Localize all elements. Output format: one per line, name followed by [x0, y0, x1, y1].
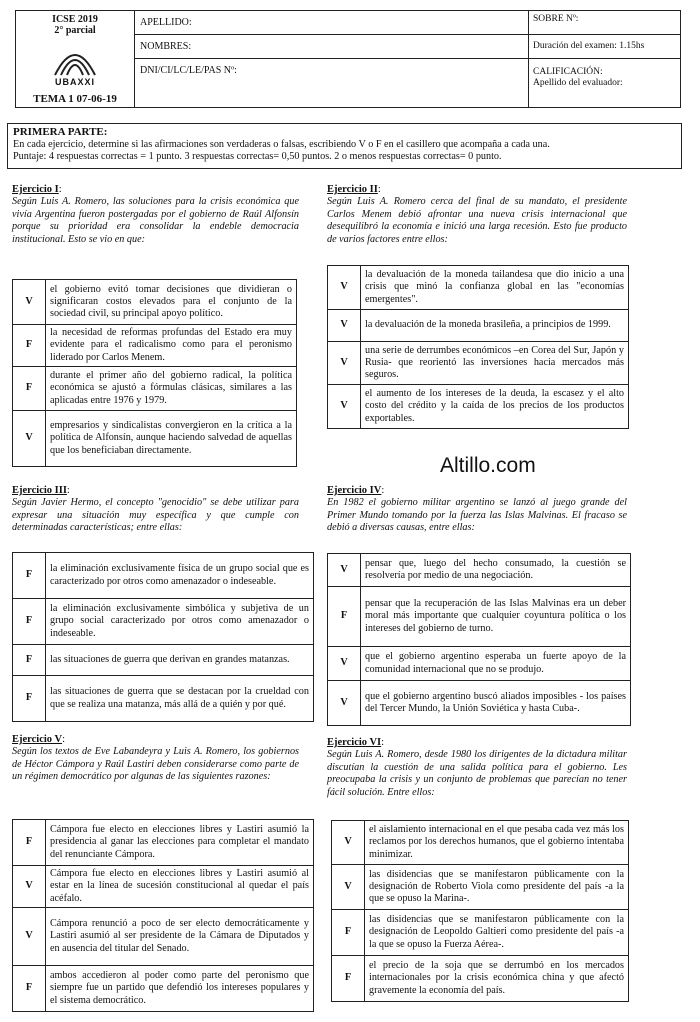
- exercise-6-table: [331, 820, 629, 1002]
- exercise-title: Ejercicio III:: [12, 485, 70, 496]
- table-row: [328, 342, 629, 385]
- logo-text: UBAXXI: [54, 77, 95, 87]
- statement-text: el aumento de los intereses de la deuda, la escasez y el alto costo del crédito y la caída de los precios de los productos exportables.: [361, 385, 629, 429]
- statement-text: la devaluación de la moneda brasileña, a principios de 1999.: [361, 310, 629, 342]
- exercise-4: [327, 485, 627, 535]
- exercise-intro: En 1982 el gobierno militar argentino se lanzó al juego grande del Primer Mundo tomando por la fuerza las Islas Malvinas. El fracaso se debió a diversas causas, entre ellas:: [327, 497, 627, 533]
- table-row: [13, 553, 314, 599]
- answer-mark[interactable]: F: [13, 325, 46, 367]
- table-row: [332, 910, 629, 956]
- course-code: ICSE 2019: [52, 14, 98, 25]
- statement-text: durante el primer año del gobierno radical, la política económica se ajustó a fórmulas clásicas, similares a las aplicadas entre 1976 y 1979.: [46, 367, 297, 411]
- answer-mark[interactable]: F: [332, 910, 365, 956]
- answer-mark[interactable]: V: [328, 385, 361, 429]
- scoring-text: Puntaje: 4 respuestas correctas = 1 punto. 3 respuestas correctas= 0,50 puntos. 2 o menos respuestas correctas= 0 punto.: [13, 151, 502, 162]
- section-title: PRIMERA PARTE:: [13, 126, 108, 138]
- answer-mark[interactable]: F: [13, 599, 46, 645]
- answer-mark[interactable]: V: [13, 866, 46, 908]
- exercise-title: Ejercicio II:: [327, 184, 381, 195]
- statement-text: las disidencias que se manifestaron públicamente con la designación de Leopoldo Galtieri como presidente del país -a la que se opuso la Fuerza Aérea-.: [365, 910, 629, 956]
- exercise-title: Ejercicio I:: [12, 184, 62, 195]
- table-row: [328, 647, 631, 681]
- answer-mark[interactable]: F: [13, 820, 46, 866]
- statement-text: Cámpora fue electo en elecciones libres y Lastiri asumió al estar en la línea de sucesión constitucional al quedar el país acéfalo.: [46, 866, 314, 908]
- table-row: [13, 908, 314, 966]
- answer-mark[interactable]: F: [13, 676, 46, 722]
- statement-text: empresarios y sindicalistas convergieron en la crítica a la política de Alfonsín, aunque haciendo salvedad de aquellas que los beneficiaban directamente.: [46, 411, 297, 467]
- answer-mark[interactable]: F: [328, 587, 361, 647]
- answer-mark[interactable]: V: [328, 554, 361, 587]
- table-row: [332, 956, 629, 1002]
- table-row: [13, 325, 297, 367]
- instructions-text: En cada ejercicio, determine si las afirmaciones son verdaderas o falsas, escribiendo V o F en el casillero que acompaña a cada una.: [13, 138, 550, 150]
- answer-mark[interactable]: V: [328, 266, 361, 310]
- statement-text: las disidencias que se manifestaron públicamente con la designación de Roberto Viola como presidente del país -a la que se opuso la Marina-.: [365, 865, 629, 910]
- statement-text: Cámpora renunció a poco de ser electo democráticamente y Lastiri asumió al ser presidente de la Cámara de Diputados y en ausencia del titular del Senado.: [46, 908, 314, 966]
- table-row: [13, 645, 314, 676]
- answer-mark[interactable]: V: [332, 865, 365, 910]
- statement-text: la eliminación exclusivamente física de un grupo social que es caracterizado por otros como amenazador o indeseable.: [46, 553, 314, 599]
- answer-mark[interactable]: V: [13, 411, 46, 467]
- exercise-5: [12, 734, 299, 784]
- table-row: [328, 554, 631, 587]
- calificacion-field[interactable]: [528, 59, 680, 107]
- table-row: [328, 266, 629, 310]
- answer-mark[interactable]: F: [13, 645, 46, 676]
- answer-mark[interactable]: F: [13, 553, 46, 599]
- statement-text: la devaluación de la moneda tailandesa que dio inicio a una crisis que minó la confianza global en las "economías emergentes".: [361, 266, 629, 310]
- table-row: [13, 411, 297, 467]
- table-row: [328, 385, 629, 429]
- exam-type: 2° parcial: [54, 25, 96, 36]
- exercise-intro: Según los textos de Eve Labandeyra y Luis A. Romero, los gobiernos de Héctor Cámpora y Raúl Lastiri deben considerarse como parte de un régimen democrático por algunas de las siguientes razones:: [12, 746, 299, 782]
- statement-text: que el gobierno argentino esperaba un fuerte apoyo de la comunidad internacional que no se produjo.: [361, 647, 631, 681]
- evaluador-label: Apellido del evaluador:: [533, 78, 623, 88]
- exercise-4-table: [327, 553, 631, 726]
- table-row: [13, 966, 314, 1012]
- answer-mark[interactable]: V: [13, 908, 46, 966]
- answer-mark[interactable]: V: [332, 821, 365, 865]
- exercise-3-table: [12, 552, 314, 722]
- table-row: [328, 587, 631, 647]
- statement-text: pensar que la recuperación de las Islas Malvinas era un deber moral más importante que cualquier coyuntura política o los intereses del gobierno de turno.: [361, 587, 631, 647]
- exam-duration: Duración del examen: 1.15hs: [528, 35, 680, 59]
- dni-field[interactable]: DNI/CI/LC/LE/PAS Nº:: [140, 65, 237, 76]
- altillo-watermark: Altillo.com: [440, 454, 536, 477]
- grading-cell: [528, 11, 680, 107]
- student-info-cell: [134, 11, 529, 107]
- answer-mark[interactable]: F: [13, 966, 46, 1012]
- table-row: [328, 310, 629, 342]
- answer-mark[interactable]: V: [328, 681, 361, 726]
- statement-text: que el gobierno argentino buscó aliados imposibles - los países del Tercer Mundo, la Unión Soviética y hasta Cuba-.: [361, 681, 631, 726]
- table-row: [13, 367, 297, 411]
- exercise-6: [327, 737, 627, 799]
- table-row: [13, 280, 297, 325]
- exercise-intro: Según Luis A. Romero, desde 1980 los dirigentes de la dictadura militar discutían la cuestión de una salida política para el gobierno. Les preocupaba la crisis y un conjunto de problemas que parecían no tener fácil solución. Entre ellos:: [327, 749, 627, 798]
- table-row: [13, 820, 314, 866]
- statement-text: el precio de la soja que se derrumbó en los mercados internacionales por la crisis económica china y que afectó gravemente la economía del país.: [365, 956, 629, 1002]
- exercise-2: [327, 184, 627, 246]
- ubaxxi-logo-icon: [50, 41, 100, 77]
- statement-text: las situaciones de guerra que se destacan por la crueldad con que se realiza una matanza, más allá de a quién y por qué.: [46, 676, 314, 722]
- statement-text: la necesidad de reformas profundas del Estado era muy evidente para el radicalismo como para el peronismo liderado por Carlos Menem.: [46, 325, 297, 367]
- exercise-title: Ejercicio VI:: [327, 737, 385, 748]
- table-row: [332, 865, 629, 910]
- exercise-2-table: [327, 265, 629, 429]
- answer-mark[interactable]: V: [13, 280, 46, 325]
- exercise-title: Ejercicio V:: [12, 734, 65, 745]
- exam-header: [15, 10, 681, 108]
- table-row: [13, 866, 314, 908]
- exercise-intro: Según Luis A. Romero, las soluciones para la crisis económica que vivía Argentina fueron postergadas por el gobierno de Raúl Alfonsín porque su prioridad era consolidar la endeble democracia institucional. Esto se vio en que:: [12, 196, 299, 245]
- answer-mark[interactable]: V: [328, 310, 361, 342]
- exam-theme: TEMA 1 07-06-19: [33, 93, 117, 105]
- statement-text: las situaciones de guerra que derivan en grandes matanzas.: [46, 645, 314, 676]
- exam-id-cell: [16, 11, 135, 107]
- apellido-field[interactable]: APELLIDO:: [134, 11, 528, 35]
- answer-mark[interactable]: F: [332, 956, 365, 1002]
- statement-text: ambos accedieron al poder como parte del peronismo que siempre fue un partido que defendió los intereses populares y el sistema democrático.: [46, 966, 314, 1012]
- sobre-field[interactable]: SOBRE Nº:: [528, 11, 680, 35]
- statement-text: la eliminación exclusivamente simbólica y subjetiva de un grupo social caracterizado por otros como amenazador o indeseable.: [46, 599, 314, 645]
- statement-text: el aislamiento internacional en el que pesaba cada vez más los reclamos por los derechos humanos, que el gobierno intentaba minimizar.: [365, 821, 629, 865]
- calificacion-label: CALIFICACIÓN:: [533, 67, 603, 77]
- exercise-title: Ejercicio IV:: [327, 485, 385, 496]
- exercise-intro: Según Javier Hermo, el concepto "genocidio" se debe utilizar para expresar una situación muy específica y que cumple con determinadas características; entre ellas:: [12, 497, 299, 533]
- answer-mark[interactable]: F: [13, 367, 46, 411]
- exercise-1-table: [12, 279, 297, 467]
- statement-text: una serie de derrumbes económicos –en Corea del Sur, Japón y Rusia- que reorientó las inversiones hacia mercados más seguros.: [361, 342, 629, 385]
- table-row: [328, 681, 631, 726]
- table-row: [332, 821, 629, 865]
- table-row: [13, 599, 314, 645]
- instructions-box: [7, 123, 682, 169]
- answer-mark[interactable]: V: [328, 342, 361, 385]
- statement-text: Cámpora fue electo en elecciones libres y Lastiri asumió la presidencia al ganar las elecciones para completar el mandato del renunciante Cámpora.: [46, 820, 314, 866]
- exercise-1: [12, 184, 299, 246]
- answer-mark[interactable]: V: [328, 647, 361, 681]
- statement-text: el gobierno evitó tomar decisiones que dividieran o significaran costos elevados para el conjunto de la sociedad civil, su principal apoyo político.: [46, 280, 297, 325]
- statement-text: pensar que, luego del hecho consumado, la cuestión se resolvería por medio de una negociación.: [361, 554, 631, 587]
- table-row: [13, 676, 314, 722]
- exercise-intro: Según Luis A. Romero cerca del final de su mandato, el presidente Carlos Menem debió afrontar una nueva crisis internacional que desequilibró la economía e inició una larga recesión. Esto fue producto de varios factores entre ellos:: [327, 196, 627, 245]
- exercise-5-table: [12, 819, 314, 1012]
- nombres-field[interactable]: NOMBRES:: [134, 35, 528, 59]
- exercise-3: [12, 485, 299, 535]
